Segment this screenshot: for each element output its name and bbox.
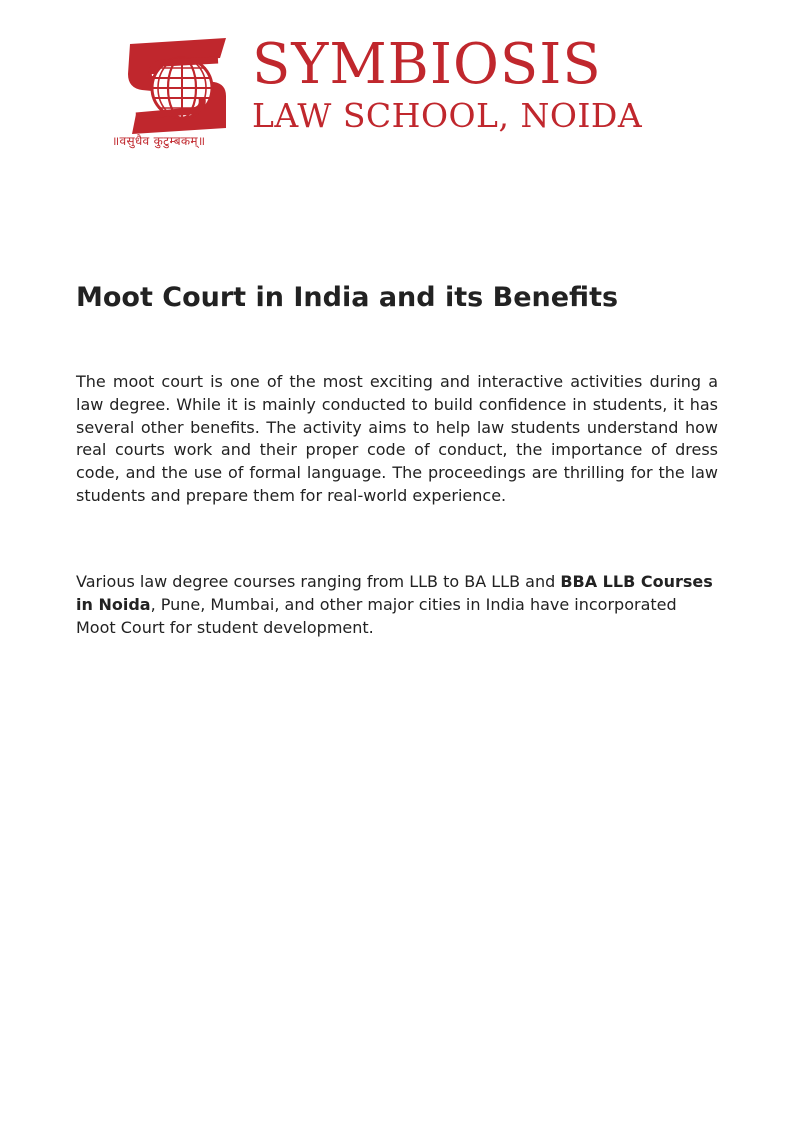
paragraph-2-text-end: , Pune, Mumbai, and other major cities in India have incorporated Moot Court for student development. [76,594,677,637]
globe-s-emblem-icon [122,38,232,136]
article-paragraph-1: The moot court is one of the most exciting and interactive activities during a law degree. While it is mainly conducted to build confidence in students, it has several other benefits. The activity aims to help law students understand how real courts work and their proper code of conduct, the importance of dress code, and the use of formal language. The proceedings are thrilling for the law students and prepare them for real-world experience. [76,372,718,505]
header-logo [112,34,712,154]
article-paragraph-2 [76,571,718,639]
school-name: LAW SCHOOL, NOIDA [252,96,643,135]
motto-text: ॥वसुधैव कुटुम्बकम्॥ [112,134,206,148]
bba-llb-courses-highlight: BBA LLB Courses in Noida [76,572,713,614]
paragraph-2-text-start: Various law degree courses ranging from LLB to BA LLB and [76,572,561,591]
brand-name: SYMBIOSIS [252,32,602,97]
article-title: Moot Court in India and its Benefits [76,282,619,313]
